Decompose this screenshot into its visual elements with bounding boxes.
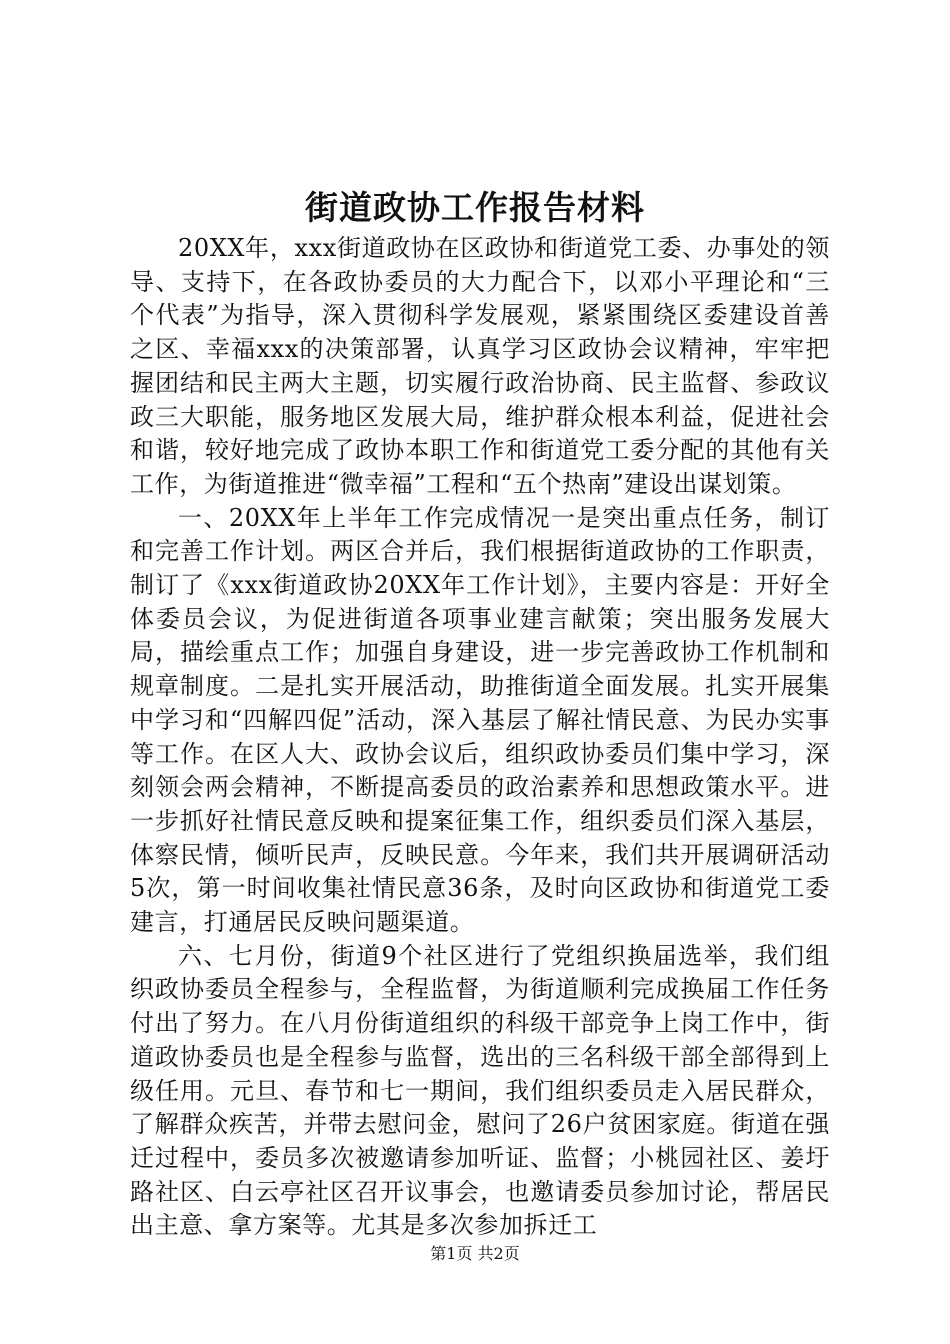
paragraph-intro: 20XX年，xxx街道政协在区政协和街道党工委、办事处的领导、支持下，在各政协委员的大力配合下，以邓小平理论和“三个代表”为指导，深入贯彻科学发展观，紧紧围绕区委建设首善之区、幸福xxx的决策部署，认真学习区政协会议精神，牢牢把握团结和民主两大主题，切实履行政治协商、民主监督、参政议政三大职能，服务地区发展大局，维护群众根本利益，促进社会和谐，较好地完成了政协本职工作和街道党工委分配的其他有关工作，为街道推进“微幸福”工程和“五个热南”建设出谋划策。 [130, 234, 830, 498]
document-body [130, 232, 830, 1243]
document-title: 街道政协工作报告材料 [305, 188, 645, 227]
page-number-footer: 第1页 共2页 [430, 1244, 520, 1263]
paragraph-section-one: 一、20XX年上半年工作完成情况一是突出重点任务，制订和完善工作计划。两区合并后，我们根据街道政协的工作职责，制订了《xxx街道政协20XX年工作计划》，主要内容是：开好全体委员会议，为促进街道各项事业建言献策；突出服务发展大局，描绘重点工作；加强自身建设，进一步完善政协工作机制和规章制度。二是扎实开展活动，助推街道全面发展。扎实开展集中学习和“四解四促”活动，深入基层了解社情民意、为民办实事等工作。在区人大、政协会议后，组织政协委员们集中学习，深刻领会两会精神，不断提高委员的政治素养和思想政策水平。进一步抓好社情民意反映和提案征集工作，组织委员们深入基层，体察民情，倾听民声，反映民意。今年来，我们共开展调研活动5次，第一时间收集社情民意36条，及时向区政协和街道党工委建言，打通居民反映问题渠道。 [130, 503, 830, 937]
paragraph-june-july: 六、七月份，街道9个社区进行了党组织换届选举，我们组织政协委员全程参与，全程监督，为街道顺利完成换届工作任务付出了努力。在八月份街道组织的科级干部竞争上岗工作中，街道政协委员也是全程参与监督，选出的三名科级干部全部得到上级任用。元旦、春节和七一期间，我们组织委员走入居民群众，了解群众疾苦，并带去慰问金，慰问了26户贫困家庭。街道在强迁过程中，委员多次被邀请参加听证、监督；小桃园社区、姜圩路社区、白云亭社区召开议事会，也邀请委员参加讨论，帮居民出主意、拿方案等。尤其是多次参加拆迁工 [130, 941, 830, 1240]
